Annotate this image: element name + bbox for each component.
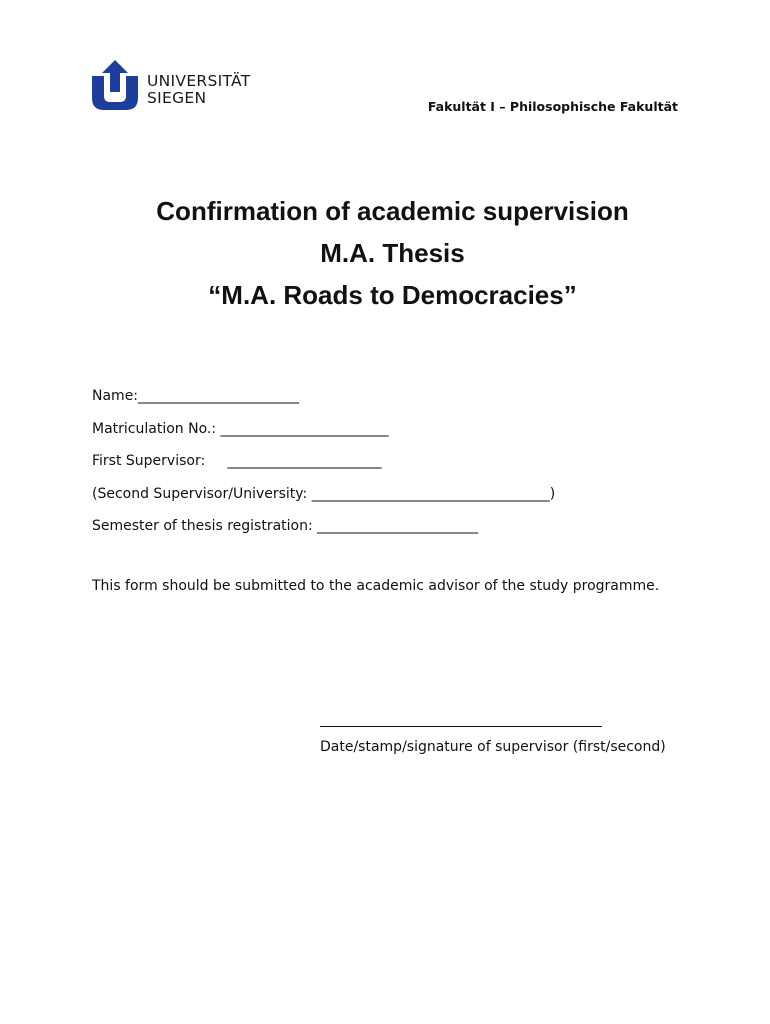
second-supervisor-field[interactable]: (Second Supervisor/University: __________________________________)	[92, 485, 556, 502]
signature-label: Date/stamp/signature of supervisor (first/second)	[320, 739, 666, 755]
logo-line-1: UNIVERSITÄT	[147, 72, 251, 90]
first-supervisor-field[interactable]: First Supervisor: ______________________	[92, 453, 382, 469]
university-siegen-logo-icon	[90, 60, 142, 110]
signature-block	[320, 708, 666, 755]
title-line-3: “M.A. Roads to Democracies”	[208, 280, 577, 310]
name-field[interactable]: Name:_______________________	[92, 388, 300, 404]
signature-line[interactable]	[320, 708, 602, 727]
logo-text	[147, 73, 251, 107]
title-line-2: M.A. Thesis	[320, 238, 465, 268]
logo-line-2: SIEGEN	[147, 89, 207, 107]
title-line-1: Confirmation of academic supervision	[156, 196, 629, 226]
document-title	[0, 190, 770, 316]
faculty-name: Fakultät I – Philosophische Fakultät	[427, 99, 678, 114]
university-logo	[90, 58, 280, 112]
semester-field[interactable]: Semester of thesis registration: _______________________	[92, 518, 479, 534]
form-fields	[92, 384, 555, 547]
matriculation-field[interactable]: Matriculation No.: ________________________	[92, 420, 389, 437]
submission-note: This form should be submitted to the academic advisor of the study programme.	[92, 578, 660, 594]
